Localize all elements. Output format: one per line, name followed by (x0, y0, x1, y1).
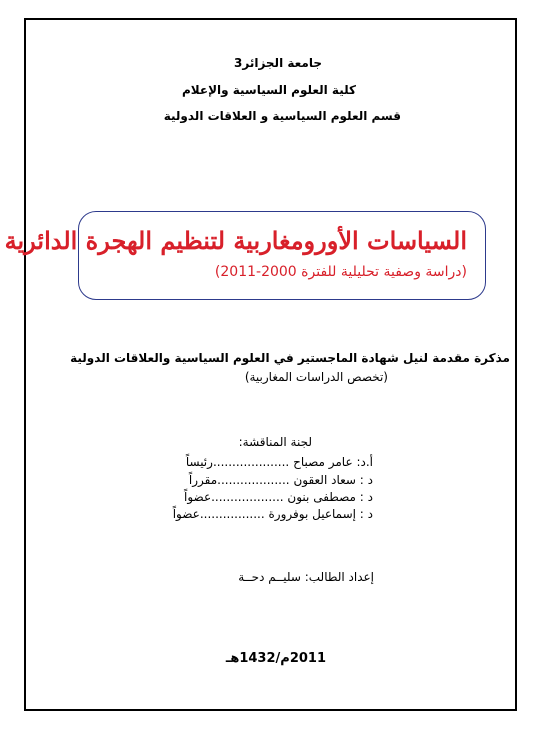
jury-rank: د : (359, 507, 373, 521)
faculty-name: كلية العلوم السياسية والإعلام (181, 83, 356, 97)
university-name: جامعة الجزائر3 (234, 56, 322, 70)
jury-dots: .................... (212, 455, 290, 469)
jury-member-row (189, 473, 373, 487)
jury-name: مصطفى بنون (287, 490, 356, 504)
academic-year: 2011م/1432هـ (225, 651, 326, 666)
jury-rank: أ.د: (356, 455, 373, 469)
thesis-subtitle: (دراسة وصفية تحليلية للفترة 2000-2011) (214, 264, 467, 280)
thesis-title: السياسات الأورومغاربية لتنظيم الهجرة الدائرية (4, 226, 467, 255)
student-label: إعداد الطالب: (304, 570, 374, 584)
jury-heading: لجنة المناقشة: (238, 435, 312, 449)
jury-role: رئيساً (185, 455, 213, 469)
jury-member-row (184, 490, 373, 504)
jury-name: عامر مصباح (293, 455, 353, 469)
student-name: سليــم دحــة (238, 570, 301, 584)
title-box (4, 211, 486, 300)
jury-role: مقرراً (188, 473, 218, 487)
jury-role: عضواً (184, 490, 212, 504)
jury-member-row (173, 507, 373, 521)
memo-statement: مذكرة مقدمة لنيل شهادة الماجستير في العلوم السياسية والعلاقات الدولية (70, 351, 510, 365)
jury-dots: ................... (217, 473, 290, 487)
jury-dots: ................... (211, 490, 284, 504)
jury-dots: ................. (199, 507, 265, 521)
student-line (238, 570, 374, 584)
jury-rank: د : (359, 473, 373, 487)
jury-name: إسماعيل بوفرورة (268, 507, 356, 521)
jury-rank: د : (359, 490, 373, 504)
department-name: قسم العلوم السياسية و العلاقات الدولية (163, 109, 401, 123)
jury-member-row (186, 455, 373, 469)
specialty-label: (تخصص الدراسات المغاربية) (244, 370, 388, 384)
jury-role: عضواً (172, 507, 200, 521)
jury-name: سعاد العقون (293, 473, 356, 487)
